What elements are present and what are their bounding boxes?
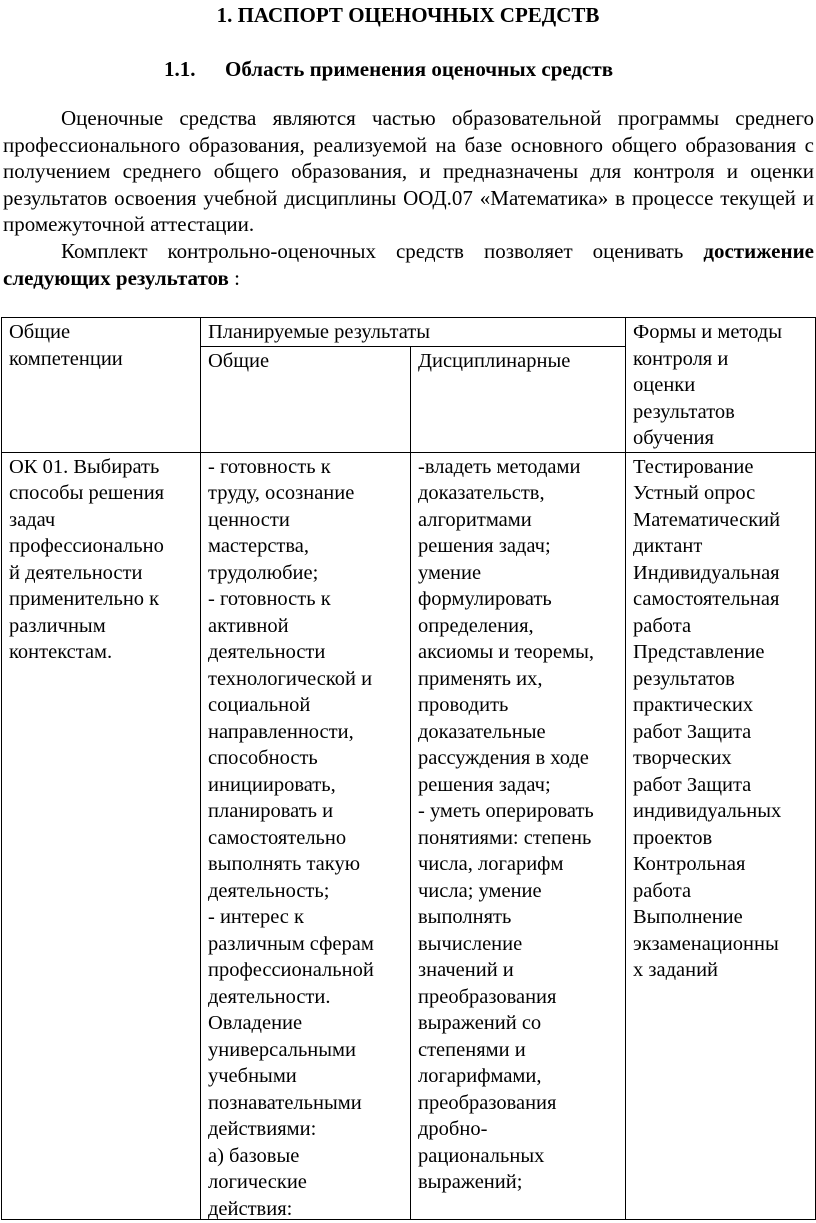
text-line: контроля и xyxy=(633,347,729,370)
text-line: творческих xyxy=(633,747,732,769)
text-line: универсальными xyxy=(208,1038,356,1061)
text-line: Контрольная xyxy=(633,853,746,875)
text-line: Представление xyxy=(633,641,765,663)
text-line: результатов xyxy=(633,400,735,423)
header-planned-results: Планируемые результаты xyxy=(201,318,626,347)
header-competences xyxy=(2,318,201,453)
text-line: проектов xyxy=(633,826,713,849)
subsection-heading xyxy=(164,56,613,82)
cell-discipline-results xyxy=(411,452,626,1219)
results-paragraph-tail: : xyxy=(228,265,240,290)
text-line: способность xyxy=(208,747,318,769)
text-line: работ Защита xyxy=(633,720,752,743)
text-line: - готовность к xyxy=(208,455,331,478)
text-line: работа xyxy=(633,879,692,902)
text-line: труду, осознание xyxy=(208,482,355,504)
text-line: выполнять xyxy=(418,906,512,928)
text-line: работа xyxy=(633,614,692,637)
text-line: определения, xyxy=(418,614,534,637)
text-line: обучения xyxy=(633,427,714,449)
text-line: социальной xyxy=(208,694,311,716)
header-discipline: Дисциплинарные xyxy=(411,346,626,452)
text-line: Математический xyxy=(633,508,781,531)
text-line: й деятельности xyxy=(9,561,143,584)
text-line: деятельности xyxy=(208,641,326,663)
text-line: Общие xyxy=(9,321,71,343)
text-line: применять их, xyxy=(418,667,543,690)
text-line: х заданий xyxy=(633,959,719,981)
text-line: действиями: xyxy=(208,1118,317,1140)
text-line: экзаменационны xyxy=(633,932,779,955)
text-line: трудолюбие; xyxy=(208,561,319,584)
results-table xyxy=(1,317,816,1220)
text-line: рассуждения в ходе xyxy=(418,747,589,769)
text-line: значений и xyxy=(418,959,514,981)
text-line: - уметь оперировать xyxy=(418,800,594,822)
results-paragraph-text: Комплект контрольно-оценочных средств позволяет оценивать xyxy=(61,239,704,263)
text-line: а) базовые xyxy=(208,1144,300,1167)
text-line: Выполнение xyxy=(633,906,743,928)
text-line: мастерства, xyxy=(208,535,310,557)
cell-competence-text xyxy=(9,454,200,1219)
text-line: логарифмами, xyxy=(418,1065,542,1087)
text-line: проводить xyxy=(418,694,509,716)
text-line: Индивидуальная xyxy=(633,561,780,584)
subsection-title: Область применения оценочных средств xyxy=(225,57,614,81)
text-line: Тестирование xyxy=(633,455,754,478)
text-line: компетенции xyxy=(9,347,123,370)
text-line: выражений со xyxy=(418,1012,542,1034)
text-line: результатов xyxy=(633,667,735,690)
results-paragraph-bold: достижение следующих результатов xyxy=(3,239,814,290)
cell-general-text xyxy=(208,454,410,1219)
text-line: способы решения xyxy=(9,482,165,504)
cell-methods-text xyxy=(633,454,815,1219)
text-line: профессиональной xyxy=(208,959,374,981)
table-header-row xyxy=(2,318,816,347)
text-line: доказательств, xyxy=(418,482,545,504)
text-line: алгоритмами xyxy=(418,508,532,531)
results-paragraph xyxy=(3,238,814,291)
text-line: Формы и методы xyxy=(633,321,782,343)
cell-competence xyxy=(2,452,201,1219)
text-line: применительно к xyxy=(9,588,160,610)
text-line: формулировать xyxy=(418,588,552,610)
cell-discipline-text xyxy=(418,454,625,1219)
text-line: преобразования xyxy=(418,985,557,1008)
subsection-number: 1.1. xyxy=(164,57,196,81)
text-line: Устный опрос xyxy=(633,482,756,504)
text-line: - готовность к xyxy=(208,588,331,610)
text-line: -владеть методами xyxy=(418,455,581,478)
text-line: различным сферам xyxy=(208,932,374,955)
text-line: самостоятельная xyxy=(633,588,780,610)
cell-general-results xyxy=(201,452,411,1219)
header-general: Общие xyxy=(201,346,411,452)
text-line: аксиомы и теоремы, xyxy=(418,641,594,663)
text-line: индивидуальных xyxy=(633,800,782,822)
text-line: задач xyxy=(9,508,56,531)
text-line: оценки xyxy=(633,374,696,396)
text-line: - интерес к xyxy=(208,906,304,928)
text-line: деятельности. xyxy=(208,985,331,1008)
text-line: планировать и xyxy=(208,800,334,822)
text-line: различным xyxy=(9,614,106,637)
text-line: профессионально xyxy=(9,535,164,557)
text-line: числа; умение xyxy=(418,879,542,902)
text-line: доказательные xyxy=(418,720,546,743)
text-line: направленности, xyxy=(208,720,354,743)
text-line: решения задач; xyxy=(418,773,551,796)
text-line: выполнять такую xyxy=(208,853,361,875)
text-line: работ Защита xyxy=(633,773,752,796)
text-line: Овладение xyxy=(208,1012,303,1034)
text-line: действия: xyxy=(208,1197,293,1219)
text-line: инициировать, xyxy=(208,773,336,796)
text-line: диктант xyxy=(633,535,703,557)
text-line: преобразования xyxy=(418,1091,557,1114)
text-line: понятиями: степень xyxy=(418,826,592,849)
intro-paragraph: Оценочные средства являются частью образовательной программы среднего профессионального образования, реализуемой на базе основного общего образования с получением среднего общего образования, и предназначены для контроля и оценки результатов освоения учебной дисциплины ООД.07 «Математика» в процессе текущей и промежуточной аттестации. xyxy=(3,106,814,236)
text-line: вычисление xyxy=(418,932,523,955)
text-line: логические xyxy=(208,1171,307,1193)
text-line: контекстам. xyxy=(9,641,113,663)
text-line: рациональных xyxy=(418,1144,545,1167)
text-line: активной xyxy=(208,614,289,637)
text-line: выражений; xyxy=(418,1171,523,1193)
text-line: решения задач; xyxy=(418,535,551,557)
table-row xyxy=(2,452,816,1219)
text-line: самостоятельно xyxy=(208,826,347,849)
text-line: практических xyxy=(633,694,754,716)
text-line: технологической и xyxy=(208,667,373,690)
text-line: числа, логарифм xyxy=(418,853,564,875)
text-line: ценности xyxy=(208,508,290,531)
text-line: деятельность; xyxy=(208,879,330,902)
text-line: учебными xyxy=(208,1065,297,1087)
text-line: познавательными xyxy=(208,1091,362,1114)
text-line: дробно- xyxy=(418,1118,488,1140)
text-line: ОК 01. Выбирать xyxy=(9,455,160,478)
text-line: умение xyxy=(418,561,482,584)
text-line: степенями и xyxy=(418,1038,526,1061)
header-control-methods xyxy=(626,318,816,453)
cell-control-methods xyxy=(626,452,816,1219)
section-heading: 1. ПАСПОРТ ОЦЕНОЧНЫХ СРЕДСТВ xyxy=(216,3,600,27)
